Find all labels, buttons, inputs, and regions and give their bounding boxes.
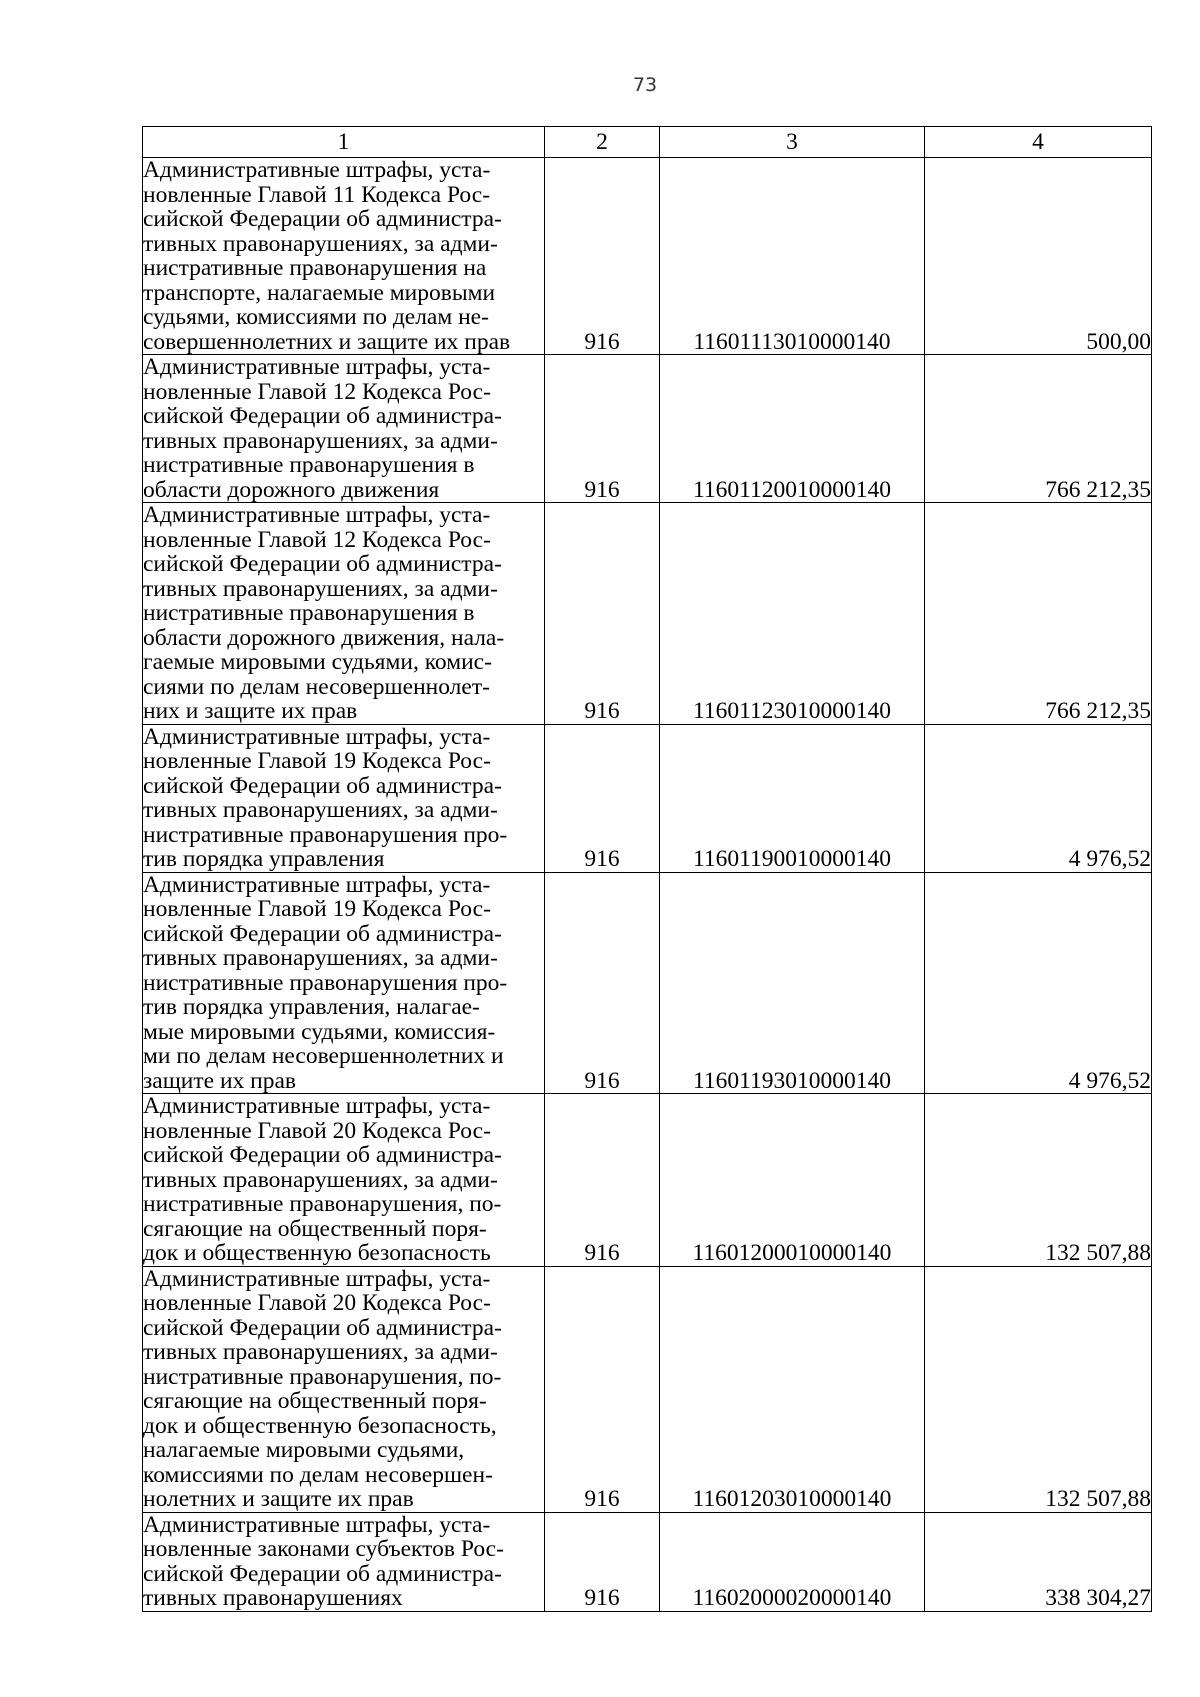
description-line: тивных правонарушениях [143, 1585, 403, 1611]
description-line: Административные штрафы, уста- [143, 1093, 491, 1119]
row-classification-code: 11601200010000140 [660, 1094, 925, 1267]
description-line: совершеннолетних и защите их прав [143, 328, 511, 355]
description-line: док и общественную безопасность, [143, 1412, 497, 1439]
description-line: тивных правонарушениях, за адми- [143, 427, 498, 454]
row-description [143, 872, 545, 1094]
table-header-row [143, 127, 1152, 158]
row-amount: 766 212,35 [925, 503, 1152, 725]
description-line: новленные Главой 12 Кодекса Рос- [143, 378, 491, 405]
table-row [143, 724, 1152, 872]
row-admin-code: 916 [545, 1512, 660, 1611]
description-line: нистративные правонарушения в [143, 452, 475, 478]
description-line: нистративные правонарушения в [143, 600, 475, 626]
column-header-4: 4 [925, 127, 1152, 158]
description-line: нистративные правонарушения, по- [143, 1191, 502, 1217]
description-line: Административные штрафы, уста- [143, 723, 491, 750]
description-line: Административные штрафы, уста- [143, 1511, 491, 1538]
description-line: нистративные правонарушения про- [143, 969, 508, 996]
row-amount: 132 507,88 [925, 1266, 1152, 1512]
description-line: сийской Федерации об администра- [143, 551, 502, 577]
row-description [143, 1266, 545, 1512]
row-classification-code: 11601120010000140 [660, 355, 925, 503]
row-description [143, 158, 545, 355]
table-row [143, 158, 1152, 355]
description-line: сийской Федерации об администра- [143, 1142, 502, 1168]
column-header-2: 2 [545, 127, 660, 158]
description-line: нолетних и защите их прав [143, 1486, 414, 1512]
row-classification-code: 11601190010000140 [660, 724, 925, 872]
row-classification-code: 11601203010000140 [660, 1266, 925, 1512]
description-line: сийской Федерации об администра- [143, 403, 502, 429]
row-amount: 4 976,52 [925, 872, 1152, 1094]
row-admin-code: 916 [545, 1094, 660, 1267]
table-row [143, 872, 1152, 1094]
description-line: тив порядка управления [143, 846, 385, 872]
description-line: новленные Главой 19 Кодекса Рос- [143, 748, 491, 774]
table-row [143, 1094, 1152, 1267]
row-admin-code: 916 [545, 872, 660, 1094]
description-line: сийской Федерации об администра- [143, 1560, 502, 1587]
description-line: судьями, комиссиями по делам не- [143, 304, 489, 330]
page-number: 73 [632, 74, 658, 96]
row-description [143, 503, 545, 725]
description-line: нистративные правонарушения на [143, 255, 487, 281]
row-classification-code: 11601113010000140 [660, 158, 925, 355]
description-line: Административные штрафы, уста- [143, 871, 491, 898]
description-line: транспорте, налагаемые мировыми [143, 279, 496, 306]
row-amount: 4 976,52 [925, 724, 1152, 872]
description-line: новленные Главой 20 Кодекса Рос- [143, 1290, 491, 1316]
row-description [143, 724, 545, 872]
column-header-3: 3 [660, 127, 925, 158]
row-description [143, 1094, 545, 1267]
description-line: сийской Федерации об администра- [143, 1314, 502, 1341]
description-line: нистративные правонарушения, по- [143, 1363, 502, 1390]
table-row [143, 355, 1152, 503]
description-line: тив порядка управления, налагае- [143, 994, 480, 1020]
description-line: новленные Главой 12 Кодекса Рос- [143, 526, 491, 553]
description-line: Административные штрафы, уста- [143, 354, 491, 380]
description-line: нистративные правонарушения про- [143, 821, 508, 848]
description-line: области дорожного движения, нала- [143, 624, 505, 651]
table-row [143, 1266, 1152, 1512]
row-admin-code: 916 [545, 355, 660, 503]
column-header-1: 1 [143, 127, 545, 158]
description-line: сягающие на общественный поря- [143, 1215, 487, 1242]
description-line: тивных правонарушениях, за адми- [143, 1339, 498, 1365]
description-line: сиями по делам несовершеннолет- [143, 673, 490, 700]
description-line: тивных правонарушениях, за адми- [143, 575, 498, 602]
row-admin-code: 916 [545, 724, 660, 872]
row-classification-code: 11601193010000140 [660, 872, 925, 1094]
row-amount: 338 304,27 [925, 1512, 1152, 1611]
description-line: сийской Федерации об администра- [143, 920, 502, 947]
table-row [143, 503, 1152, 725]
description-line: комиссиями по делам несовершен- [143, 1461, 493, 1488]
description-line: ми по делам несовершеннолетних и [143, 1043, 504, 1069]
row-admin-code: 916 [545, 1266, 660, 1512]
table-body [143, 158, 1152, 1612]
description-line: тивных правонарушениях, за адми- [143, 1166, 498, 1193]
description-line: новленные Главой 20 Кодекса Рос- [143, 1117, 491, 1144]
row-amount: 766 212,35 [925, 355, 1152, 503]
description-line: сийской Федерации об администра- [143, 206, 502, 232]
row-admin-code: 916 [545, 503, 660, 725]
description-line: налагаемые мировыми судьями, [143, 1437, 465, 1463]
description-line: док и общественную безопасность [143, 1240, 491, 1266]
description-line: Административные штрафы, уста- [143, 157, 491, 183]
table-row [143, 1512, 1152, 1611]
description-line: них и защите их прав [143, 698, 358, 724]
row-description [143, 355, 545, 503]
description-line: новленные Главой 11 Кодекса Рос- [143, 181, 491, 208]
row-admin-code: 916 [545, 158, 660, 355]
description-line: мые мировыми судьями, комиссия- [143, 1018, 496, 1045]
revenue-table [142, 126, 1152, 1612]
row-description [143, 1512, 545, 1611]
description-line: Административные штрафы, уста- [143, 1265, 491, 1292]
description-line: тивных правонарушениях, за адми- [143, 797, 498, 823]
description-line: новленные Главой 19 Кодекса Рос- [143, 896, 491, 922]
description-line: сийской Федерации об администра- [143, 772, 502, 799]
row-amount: 132 507,88 [925, 1094, 1152, 1267]
description-line: Административные штрафы, уста- [143, 502, 491, 528]
description-line: тивных правонарушениях, за адми- [143, 945, 498, 971]
row-classification-code: 11602000020000140 [660, 1512, 925, 1611]
description-line: сягающие на общественный поря- [143, 1388, 487, 1414]
description-line: новленные законами субъектов Рос- [143, 1536, 504, 1562]
description-line: тивных правонарушениях, за адми- [143, 230, 498, 257]
description-line: области дорожного движения [143, 476, 440, 503]
description-line: гаемые мировыми судьями, комис- [143, 649, 492, 675]
row-classification-code: 11601123010000140 [660, 503, 925, 725]
description-line: защите их прав [143, 1067, 297, 1094]
row-amount: 500,00 [925, 158, 1152, 355]
